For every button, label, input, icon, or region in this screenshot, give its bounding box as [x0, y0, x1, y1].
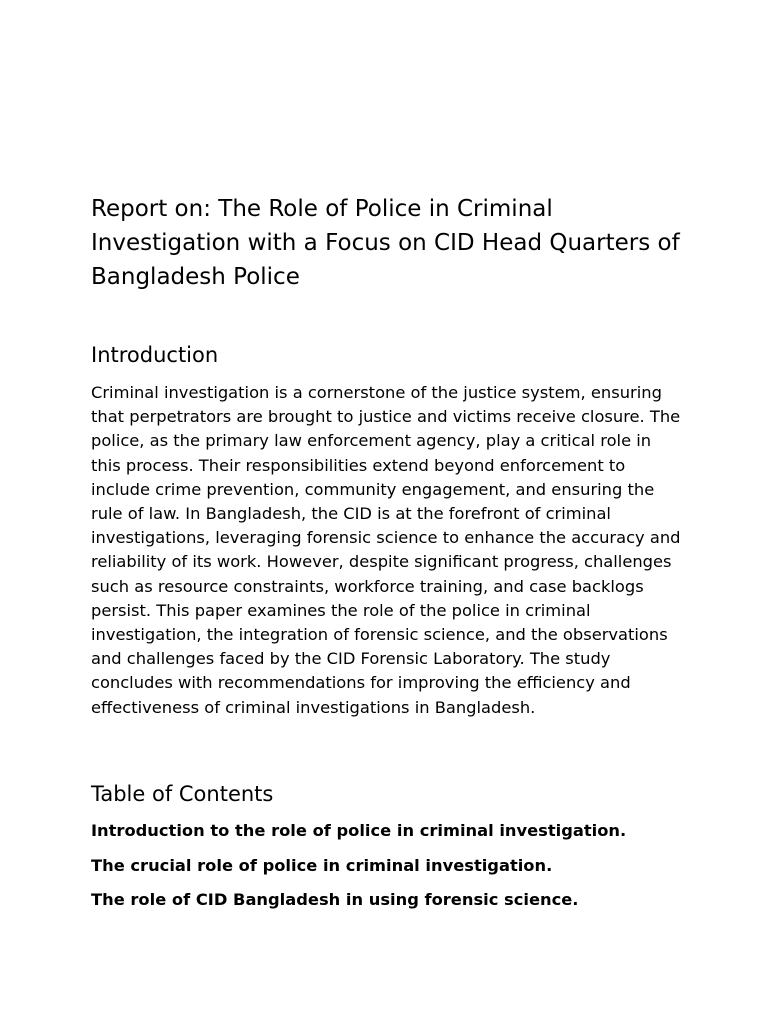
- introduction-heading: Introduction: [91, 343, 219, 367]
- toc-item: The crucial role of police in criminal investigation.: [91, 855, 553, 875]
- introduction-paragraph: Criminal investigation is a cornerstone of the justice system, ensuring that perpetrators are brought to justice and victims receive closure. The police, as the primary law enforcement agency, play a critical role in this process. Their responsibilities extend beyond enforcement to include crime prevention, community engagement, and ensuring the rule of law. In Bangladesh, the CID is at the forefront of criminal investigations, leveraging forensic science to enhance the accuracy and reliability of its work. However, despite significant progress, challenges such as resource constraints, workforce training, and case backlogs persist. This paper examines the role of the police in criminal investigation, the integration of forensic science, and the observations and challenges faced by the CID Forensic Laboratory. The study concludes with recommendations for improving the efficiency and effectiveness of criminal investigations in Bangladesh.: [91, 383, 681, 717]
- table-of-contents-list: [91, 819, 626, 923]
- table-of-contents-heading: Table of Contents: [91, 782, 274, 806]
- report-title: Report on: The Role of Police in Criminal Investigation with a Focus on CID Head Quarters of Bangladesh Police: [91, 196, 695, 290]
- toc-item: The role of CID Bangladesh in using forensic science.: [91, 890, 579, 909]
- toc-item: Introduction to the role of police in criminal investigation.: [91, 821, 627, 840]
